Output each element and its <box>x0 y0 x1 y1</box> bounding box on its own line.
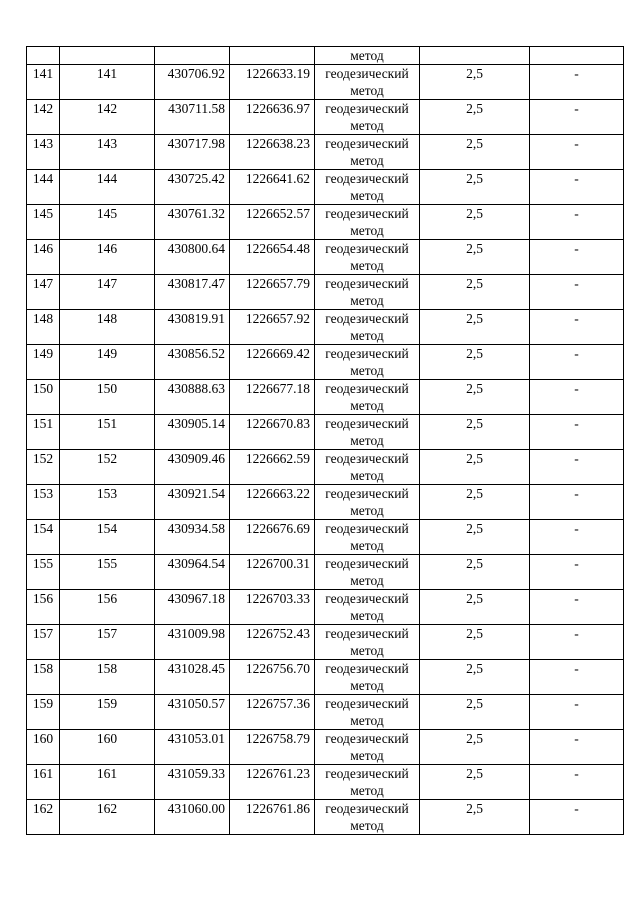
x-coordinate-cell: 430761.32 <box>155 205 230 240</box>
row-number-cell: 147 <box>27 275 60 310</box>
table-row <box>27 450 624 485</box>
method-cell: геодезический метод <box>315 555 420 590</box>
accuracy-cell: 2,5 <box>420 590 530 625</box>
x-coordinate-cell: 430819.91 <box>155 310 230 345</box>
accuracy-cell: 2,5 <box>420 695 530 730</box>
continuation-row <box>27 47 624 65</box>
point-number-cell: 157 <box>60 625 155 660</box>
y-coordinate-cell: 1226662.59 <box>230 450 315 485</box>
x-coordinate-cell: 431060.00 <box>155 800 230 835</box>
accuracy-cell: 2,5 <box>420 345 530 380</box>
y-coordinate-cell: 1226638.23 <box>230 135 315 170</box>
x-coordinate-cell: 430967.18 <box>155 590 230 625</box>
accuracy-cell: 2,5 <box>420 415 530 450</box>
method-cell: геодезический метод <box>315 205 420 240</box>
y-coordinate-cell: 1226761.86 <box>230 800 315 835</box>
method-cell: геодезический метод <box>315 485 420 520</box>
y-coordinate-cell: 1226636.97 <box>230 100 315 135</box>
accuracy-cell: 2,5 <box>420 170 530 205</box>
y-coordinate-cell: 1226752.43 <box>230 625 315 660</box>
row-number-cell: 146 <box>27 240 60 275</box>
note-cell: - <box>530 380 624 415</box>
row-number-cell: 157 <box>27 625 60 660</box>
accuracy-cell: 2,5 <box>420 520 530 555</box>
row-number-cell: 144 <box>27 170 60 205</box>
y-coordinate-cell: 1226652.57 <box>230 205 315 240</box>
x-coordinate-cell: 430800.64 <box>155 240 230 275</box>
table-row <box>27 765 624 800</box>
row-number-cell: 141 <box>27 65 60 100</box>
y-coordinate-cell: 1226703.33 <box>230 590 315 625</box>
accuracy-cell: 2,5 <box>420 485 530 520</box>
table-cell <box>60 47 155 65</box>
table-row <box>27 100 624 135</box>
method-cell: геодезический метод <box>315 310 420 345</box>
x-coordinate-cell: 430909.46 <box>155 450 230 485</box>
table-row <box>27 590 624 625</box>
point-number-cell: 159 <box>60 695 155 730</box>
point-number-cell: 148 <box>60 310 155 345</box>
method-cell: геодезический метод <box>315 695 420 730</box>
note-cell: - <box>530 415 624 450</box>
continuation-method-cell: метод <box>315 47 420 65</box>
point-number-cell: 149 <box>60 345 155 380</box>
point-number-cell: 150 <box>60 380 155 415</box>
y-coordinate-cell: 1226670.83 <box>230 415 315 450</box>
row-number-cell: 153 <box>27 485 60 520</box>
point-number-cell: 156 <box>60 590 155 625</box>
table-row <box>27 555 624 590</box>
method-cell: геодезический метод <box>315 345 420 380</box>
method-cell: геодезический метод <box>315 765 420 800</box>
x-coordinate-cell: 430905.14 <box>155 415 230 450</box>
point-number-cell: 151 <box>60 415 155 450</box>
method-cell: геодезический метод <box>315 100 420 135</box>
table-row <box>27 205 624 240</box>
row-number-cell: 155 <box>27 555 60 590</box>
table-row <box>27 170 624 205</box>
note-cell: - <box>530 450 624 485</box>
method-cell: геодезический метод <box>315 450 420 485</box>
note-cell: - <box>530 800 624 835</box>
method-cell: геодезический метод <box>315 625 420 660</box>
row-number-cell: 142 <box>27 100 60 135</box>
accuracy-cell: 2,5 <box>420 135 530 170</box>
y-coordinate-cell: 1226757.36 <box>230 695 315 730</box>
note-cell: - <box>530 555 624 590</box>
point-number-cell: 153 <box>60 485 155 520</box>
y-coordinate-cell: 1226676.69 <box>230 520 315 555</box>
point-number-cell: 144 <box>60 170 155 205</box>
accuracy-cell: 2,5 <box>420 660 530 695</box>
accuracy-cell: 2,5 <box>420 730 530 765</box>
note-cell: - <box>530 625 624 660</box>
note-cell: - <box>530 310 624 345</box>
row-number-cell: 145 <box>27 205 60 240</box>
table-cell <box>155 47 230 65</box>
note-cell: - <box>530 590 624 625</box>
table-row <box>27 275 624 310</box>
y-coordinate-cell: 1226633.19 <box>230 65 315 100</box>
table-row <box>27 730 624 765</box>
point-number-cell: 158 <box>60 660 155 695</box>
row-number-cell: 156 <box>27 590 60 625</box>
table-row <box>27 520 624 555</box>
point-number-cell: 152 <box>60 450 155 485</box>
method-cell: геодезический метод <box>315 275 420 310</box>
x-coordinate-cell: 430725.42 <box>155 170 230 205</box>
point-number-cell: 162 <box>60 800 155 835</box>
table-row <box>27 65 624 100</box>
row-number-cell: 143 <box>27 135 60 170</box>
table-row <box>27 135 624 170</box>
x-coordinate-cell: 431053.01 <box>155 730 230 765</box>
note-cell: - <box>530 660 624 695</box>
table-cell <box>530 47 624 65</box>
y-coordinate-cell: 1226663.22 <box>230 485 315 520</box>
accuracy-cell: 2,5 <box>420 380 530 415</box>
table-cell <box>420 47 530 65</box>
y-coordinate-cell: 1226657.92 <box>230 310 315 345</box>
y-coordinate-cell: 1226756.70 <box>230 660 315 695</box>
table-row <box>27 485 624 520</box>
method-cell: геодезический метод <box>315 240 420 275</box>
note-cell: - <box>530 205 624 240</box>
accuracy-cell: 2,5 <box>420 450 530 485</box>
y-coordinate-cell: 1226700.31 <box>230 555 315 590</box>
note-cell: - <box>530 65 624 100</box>
note-cell: - <box>530 730 624 765</box>
table-row <box>27 695 624 730</box>
point-number-cell: 147 <box>60 275 155 310</box>
row-number-cell: 148 <box>27 310 60 345</box>
point-number-cell: 143 <box>60 135 155 170</box>
y-coordinate-cell: 1226657.79 <box>230 275 315 310</box>
table-row <box>27 800 624 835</box>
table-body <box>27 47 624 835</box>
y-coordinate-cell: 1226677.18 <box>230 380 315 415</box>
note-cell: - <box>530 345 624 380</box>
note-cell: - <box>530 170 624 205</box>
point-number-cell: 146 <box>60 240 155 275</box>
method-cell: геодезический метод <box>315 380 420 415</box>
note-cell: - <box>530 485 624 520</box>
method-cell: геодезический метод <box>315 730 420 765</box>
point-number-cell: 161 <box>60 765 155 800</box>
y-coordinate-cell: 1226669.42 <box>230 345 315 380</box>
x-coordinate-cell: 430711.58 <box>155 100 230 135</box>
table-row <box>27 345 624 380</box>
x-coordinate-cell: 430706.92 <box>155 65 230 100</box>
method-cell: геодезический метод <box>315 660 420 695</box>
row-number-cell: 152 <box>27 450 60 485</box>
y-coordinate-cell: 1226654.48 <box>230 240 315 275</box>
accuracy-cell: 2,5 <box>420 625 530 660</box>
table-row <box>27 380 624 415</box>
x-coordinate-cell: 431059.33 <box>155 765 230 800</box>
accuracy-cell: 2,5 <box>420 800 530 835</box>
point-number-cell: 141 <box>60 65 155 100</box>
row-number-cell: 162 <box>27 800 60 835</box>
method-cell: геодезический метод <box>315 590 420 625</box>
accuracy-cell: 2,5 <box>420 555 530 590</box>
table-row <box>27 660 624 695</box>
x-coordinate-cell: 430921.54 <box>155 485 230 520</box>
row-number-cell: 160 <box>27 730 60 765</box>
table-row <box>27 310 624 345</box>
method-cell: геодезический метод <box>315 135 420 170</box>
y-coordinate-cell: 1226761.23 <box>230 765 315 800</box>
accuracy-cell: 2,5 <box>420 205 530 240</box>
accuracy-cell: 2,5 <box>420 240 530 275</box>
accuracy-cell: 2,5 <box>420 275 530 310</box>
x-coordinate-cell: 430934.58 <box>155 520 230 555</box>
row-number-cell: 150 <box>27 380 60 415</box>
note-cell: - <box>530 695 624 730</box>
row-number-cell: 161 <box>27 765 60 800</box>
x-coordinate-cell: 431028.45 <box>155 660 230 695</box>
point-number-cell: 142 <box>60 100 155 135</box>
row-number-cell: 154 <box>27 520 60 555</box>
y-coordinate-cell: 1226641.62 <box>230 170 315 205</box>
y-coordinate-cell: 1226758.79 <box>230 730 315 765</box>
x-coordinate-cell: 430717.98 <box>155 135 230 170</box>
point-number-cell: 155 <box>60 555 155 590</box>
note-cell: - <box>530 135 624 170</box>
accuracy-cell: 2,5 <box>420 65 530 100</box>
x-coordinate-cell: 430964.54 <box>155 555 230 590</box>
method-cell: геодезический метод <box>315 170 420 205</box>
x-coordinate-cell: 431009.98 <box>155 625 230 660</box>
x-coordinate-cell: 430856.52 <box>155 345 230 380</box>
accuracy-cell: 2,5 <box>420 310 530 345</box>
x-coordinate-cell: 431050.57 <box>155 695 230 730</box>
method-cell: геодезический метод <box>315 520 420 555</box>
coordinates-table <box>26 46 624 835</box>
row-number-cell: 158 <box>27 660 60 695</box>
note-cell: - <box>530 275 624 310</box>
table-cell <box>230 47 315 65</box>
table-row <box>27 415 624 450</box>
row-number-cell: 149 <box>27 345 60 380</box>
method-cell: геодезический метод <box>315 65 420 100</box>
point-number-cell: 154 <box>60 520 155 555</box>
table-row <box>27 240 624 275</box>
point-number-cell: 145 <box>60 205 155 240</box>
x-coordinate-cell: 430817.47 <box>155 275 230 310</box>
note-cell: - <box>530 100 624 135</box>
point-number-cell: 160 <box>60 730 155 765</box>
accuracy-cell: 2,5 <box>420 765 530 800</box>
note-cell: - <box>530 765 624 800</box>
note-cell: - <box>530 520 624 555</box>
accuracy-cell: 2,5 <box>420 100 530 135</box>
x-coordinate-cell: 430888.63 <box>155 380 230 415</box>
table-cell <box>27 47 60 65</box>
note-cell: - <box>530 240 624 275</box>
method-cell: геодезический метод <box>315 800 420 835</box>
method-cell: геодезический метод <box>315 415 420 450</box>
row-number-cell: 159 <box>27 695 60 730</box>
table-row <box>27 625 624 660</box>
row-number-cell: 151 <box>27 415 60 450</box>
